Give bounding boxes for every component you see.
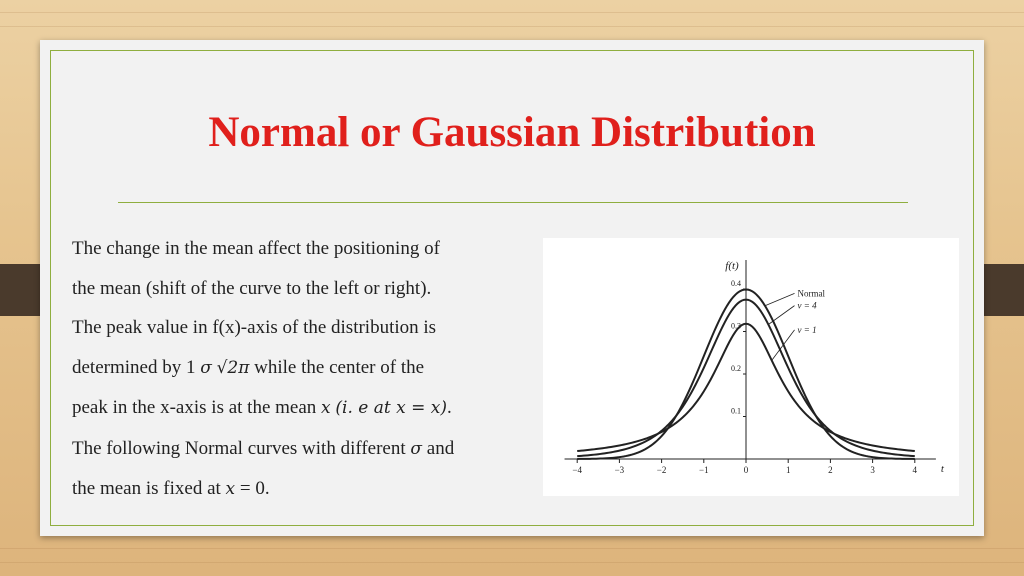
x-tick-label: 0	[743, 465, 749, 475]
legend-leader-line	[768, 306, 794, 325]
x-tick-label: 2	[828, 465, 833, 475]
body-text-segment: the mean (shift of the curve to the left or right).	[72, 277, 432, 299]
legend-leader-line	[765, 293, 795, 305]
x-tick-label: 3	[870, 465, 875, 475]
body-text-segment: peak in the x-axis is at the mean	[72, 397, 322, 418]
body-text	[72, 229, 552, 510]
body-text-segment: .	[446, 397, 452, 418]
x-tick-label: −3	[614, 465, 625, 475]
x-axis-label: t	[940, 463, 944, 475]
title-divider	[118, 202, 908, 203]
legend-label: Normal	[797, 288, 826, 299]
legend-label: ν = 1	[797, 324, 817, 335]
x-tick-label: −4	[572, 465, 582, 475]
body-line	[72, 229, 552, 269]
body-line	[72, 469, 552, 510]
body-text-segment: The change in the mean affect the positioning of	[72, 238, 440, 259]
body-line	[72, 308, 552, 348]
x-tick-label: −1	[699, 465, 709, 475]
slide-title: Normal or Gaussian Distribution	[208, 109, 816, 156]
body-text-segment: √2π	[216, 357, 250, 378]
body-text-segment: (i. e at x = x)	[335, 398, 447, 418]
body-text-segment: x	[321, 398, 331, 418]
y-tick-label: 0.1	[731, 406, 741, 416]
body-text-segment: the mean is fixed at	[72, 478, 226, 499]
body-text-segment: x	[225, 479, 236, 499]
x-tick-label: −2	[656, 465, 667, 475]
legend-label: ν = 4	[797, 300, 817, 311]
body-line	[72, 429, 552, 470]
y-tick-label: 0.4	[731, 279, 741, 288]
chart-panel	[543, 238, 959, 496]
body-text-segment: determined by 1	[72, 356, 201, 378]
y-tick-label: 0.3	[731, 321, 741, 331]
body-text-segment: and	[422, 437, 455, 459]
body-text-segment: The peak value in f(x)-axis of the distribution is	[72, 317, 437, 338]
body-text-segment: while the center of the	[249, 356, 425, 378]
y-tick-label: 0.2	[731, 364, 741, 373]
x-tick-label: 4	[912, 465, 918, 475]
body-text-segment: = 0.	[235, 478, 270, 499]
body-line	[72, 388, 552, 429]
x-tick-label: 1	[785, 465, 791, 475]
body-line	[72, 348, 552, 389]
body-text-segment: The following Normal curves with different	[72, 437, 411, 459]
distribution-chart	[543, 238, 959, 496]
y-axis-label: f(t)	[725, 260, 739, 272]
body-line	[72, 269, 552, 309]
body-text-segment: σ	[410, 438, 423, 459]
slide	[40, 40, 984, 536]
body-text-segment: σ	[200, 357, 212, 378]
